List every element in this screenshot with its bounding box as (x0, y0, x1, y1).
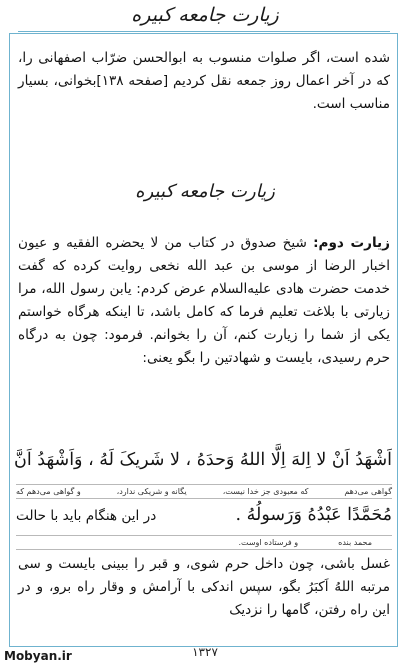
arabic-line-1: اَشْهَدُ اَنْ لا اِلهَ اِلَّا اللهُ وَحدَهُ ، لا شَریکَ لَهُ ، وَاَشْهَدُ اَنَّ (14, 450, 392, 470)
divider (16, 549, 392, 550)
paragraph-intro: شده است، اگر صلوات منسوب به ابوالحسن ضرّاب اصفهانی را، که در آخر اعمال روز جمعه نقل کردیم [صفحه ۱۳۸]بخوانی، بسیار مناسب است. (18, 50, 390, 112)
site-watermark: Mobyan.ir (4, 649, 72, 663)
page-number: ۱۳۲۷ (192, 645, 218, 659)
section-title: زیارت جامعه کبیره (135, 181, 275, 202)
paragraph-lead: زیارت دوم: (313, 235, 390, 251)
running-header: زیارت جامعه کبیره (131, 4, 279, 26)
divider (16, 484, 392, 485)
translation-item: گواهی می‌دهم (344, 487, 392, 496)
translation-item: محمد بنده (338, 538, 372, 547)
arabic-line-2 (16, 505, 392, 525)
translation-row-2 (16, 538, 392, 547)
paragraph-body: شیخ صدوق در کتاب من لا یحضره الفقیه و عیون اخبار الرضا از موسی بن عبد الله نخعی روایت کرده که گفت خدمت حضرت هادی عليه‌السلام عرض کردم: یابن رسول الله، مرا زیارتی با بلاغت تعلیم فرما که کامل باشد، تا اینکه هرگاه خواستم یکی از شما را زیارت کنم، آن را بخوانم. فرمود: چون به درگاه حرم رسیدی، بایست و شهادتین را بگو یعنی: (18, 235, 390, 366)
persian-text: در این هنگام باید با حالت (16, 508, 157, 524)
paragraph-continuation: غسل باشی، چون داخل حرم شوی، و قبر را ببینی بایست و سی مرتبه اللهُ اَکبَرُ بگو، سپس اندکی با آرامش و وقار راه برو، و در این راه رفتن، گامها را نزدیک (18, 556, 390, 618)
divider (16, 498, 392, 499)
translation-item: یگانه و شریکی ندارد، (116, 487, 187, 496)
divider (16, 535, 392, 536)
translation-row-1 (16, 487, 392, 496)
paragraph-second-visit (18, 232, 390, 370)
translation-item: و گواهی می‌دهم که (16, 487, 81, 496)
translation-item: و فرستاده اوست. (238, 538, 299, 547)
arabic-text: مُحَمَّدًا عَبْدُهُ وَرَسولُهُ . (235, 505, 392, 525)
translation-item: که معبودی جز خدا نیست، (222, 487, 309, 496)
header-rule (18, 31, 390, 32)
